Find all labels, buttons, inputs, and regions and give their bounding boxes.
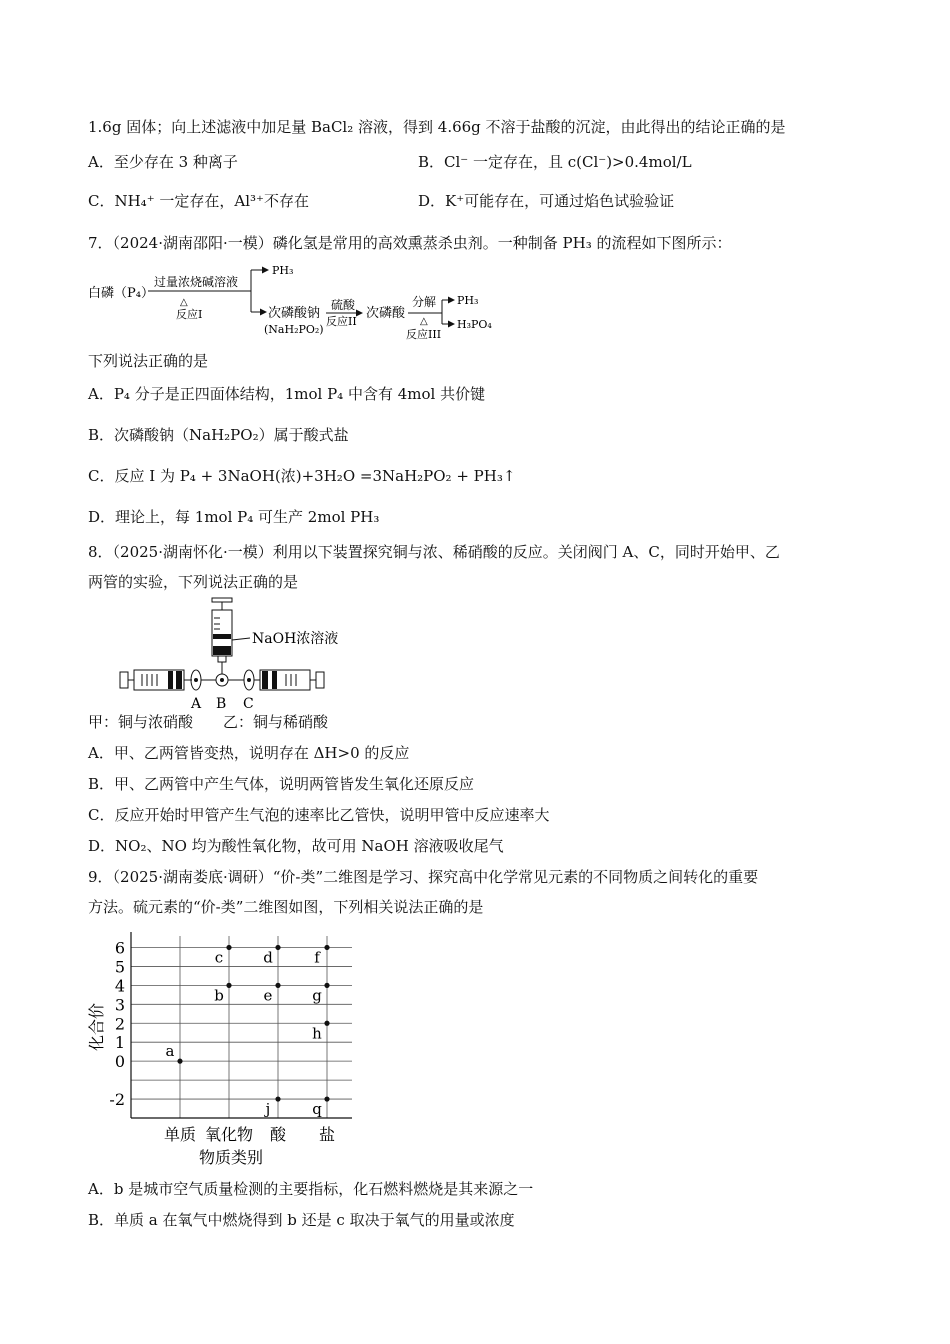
point-label-j: j xyxy=(265,1100,271,1119)
flow-cond3: △ xyxy=(420,316,428,327)
q7-stem: 7．（2024·湖南邵阳·一模）磷化氢是常用的高效熏蒸杀虫剂。一种制备 PH₃ 的流程如下图所示： xyxy=(88,234,732,252)
q8-option-c: C．反应开始时甲管产生气泡的速率比乙管快，说明甲管中反应速率大 xyxy=(88,806,550,824)
point-label-b: b xyxy=(214,986,224,1005)
flow-step1: 反应I xyxy=(176,308,203,321)
y-tick-label: 1 xyxy=(114,1033,125,1053)
valve-c-label: C xyxy=(243,696,254,712)
flow-reagent1: 过量浓烧碱溶液 xyxy=(154,275,239,289)
point-label-g: g xyxy=(312,986,322,1005)
flow-reagent2: 硫酸 xyxy=(331,298,356,312)
q8-option-d: D．NO₂、NO 均为酸性氧化物，故可用 NaOH 溶液吸收尾气 xyxy=(88,837,504,855)
chart-y-axis-label: 化合价 xyxy=(87,1002,106,1052)
q7-prompt: 下列说法正确的是 xyxy=(88,352,209,370)
valence-class-chart xyxy=(80,922,370,1172)
flow-product2: PH₃ xyxy=(457,294,479,307)
q9-option-b: B．单质 a 在氧气中燃烧得到 b 还是 c 取决于氧气的用量或浓度 xyxy=(88,1211,515,1229)
point-label-c: c xyxy=(214,948,224,967)
q8-stem-line2: 两管的实验，下列说法正确的是 xyxy=(88,573,299,591)
q9-stem-line2: 方法。硫元素的“价-类”二维图如图，下列相关说法正确的是 xyxy=(88,898,484,916)
data-point-c xyxy=(226,945,231,950)
point-label-q: q xyxy=(312,1100,322,1119)
x-tick-label: 酸 xyxy=(269,1125,287,1144)
y-tick-label: 3 xyxy=(114,995,125,1015)
valve-a-label: A xyxy=(191,696,202,712)
q6-option-b: B．Cl⁻ 一定存在，且 c(Cl⁻)>0.4mol/L xyxy=(418,153,692,171)
data-point-g xyxy=(324,983,329,988)
q7-option-a: A．P₄ 分子是正四面体结构，1mol P₄ 中含有 4mol 共价键 xyxy=(88,385,486,403)
x-tick-label: 单质 xyxy=(163,1125,197,1144)
q9-option-a: A．b 是城市空气质量检测的主要指标，化石燃料燃烧是其来源之一 xyxy=(88,1180,534,1198)
data-point-h xyxy=(324,1021,329,1026)
y-tick-label: 5 xyxy=(114,957,125,977)
point-label-f: f xyxy=(314,948,320,967)
flow-mid1-formula: (NaH₂PO₂) xyxy=(264,323,324,336)
flow-start: 白磷（P₄） xyxy=(88,286,154,301)
flow-reagent3: 分解 xyxy=(412,295,437,309)
flow-product1: PH₃ xyxy=(272,264,294,277)
q8-stem-line1: 8．（2025·湖南怀化·一模）利用以下装置探究铜与浓、稀硝酸的反应。关闭阀门 A、C，同时开始甲、乙 xyxy=(88,543,780,561)
x-tick-label: 盐 xyxy=(318,1125,336,1144)
data-point-e xyxy=(275,983,280,988)
q7-option-d: D．理论上，每 1mol P₄ 可生产 2mol PH₃ xyxy=(88,508,380,526)
q6-option-d: D．K⁺可能存在，可通过焰色试验验证 xyxy=(418,192,675,210)
point-label-h: h xyxy=(312,1024,322,1043)
q8-figure-caption: 甲：铜与浓硝酸 乙：铜与稀硝酸 xyxy=(88,713,329,731)
y-tick-label: 4 xyxy=(114,976,125,996)
data-point-f xyxy=(324,945,329,950)
data-point-q xyxy=(324,1096,329,1101)
q6-option-c: C．NH₄⁺ 一定存在，Al³⁺不存在 xyxy=(88,192,309,210)
data-point-j xyxy=(275,1096,280,1101)
point-label-a: a xyxy=(165,1042,175,1061)
flow-mid2: 次磷酸 xyxy=(366,306,406,321)
q8-option-a: A．甲、乙两管皆变热，说明存在 ΔH>0 的反应 xyxy=(88,744,410,762)
naoh-label: NaOH浓溶液 xyxy=(252,631,339,647)
flow-step2: 反应II xyxy=(326,315,357,328)
data-point-b xyxy=(226,983,231,988)
q9-stem-line1: 9．（2025·湖南娄底·调研）“价-类”二维图是学习、探究高中化学常见元素的不同物质之间转化的重要 xyxy=(88,868,759,886)
q6-stem-tail: 1.6g 固体；向上述滤液中加足量 BaCl₂ 溶液，得到 4.66g 不溶于盐酸的沉淀，由此得出的结论正确的是 xyxy=(88,118,786,136)
y-tick-label: 0 xyxy=(114,1052,125,1072)
q7-flow-diagram xyxy=(86,262,526,346)
y-tick-label: 2 xyxy=(114,1014,125,1034)
flow-cond1: △ xyxy=(180,297,188,308)
q7-option-c: C．反应 I 为 P₄ + 3NaOH(浓)+3H₂O =3NaH₂PO₂ + PH₃↑ xyxy=(88,467,516,485)
q8-apparatus-figure xyxy=(112,596,372,714)
valve-b-label: B xyxy=(216,696,227,712)
data-point-a xyxy=(177,1059,182,1064)
point-label-d: d xyxy=(263,948,273,967)
x-tick-label: 氧化物 xyxy=(204,1125,254,1144)
y-tick-label: 6 xyxy=(114,938,125,958)
data-point-d xyxy=(275,945,280,950)
flow-product3: H₃PO₄ xyxy=(457,318,492,331)
q6-option-a: A．至少存在 3 种离子 xyxy=(88,153,238,171)
flow-mid1: 次磷酸钠 xyxy=(268,306,321,321)
q8-option-b: B．甲、乙两管中产生气体，说明两管皆发生氧化还原反应 xyxy=(88,775,475,793)
chart-x-axis-label: 物质类别 xyxy=(198,1148,264,1167)
flow-step3: 反应III xyxy=(406,328,442,341)
y-tick-label: -2 xyxy=(109,1090,125,1110)
q7-option-b: B．次磷酸钠（NaH₂PO₂）属于酸式盐 xyxy=(88,426,349,444)
point-label-e: e xyxy=(263,986,273,1005)
